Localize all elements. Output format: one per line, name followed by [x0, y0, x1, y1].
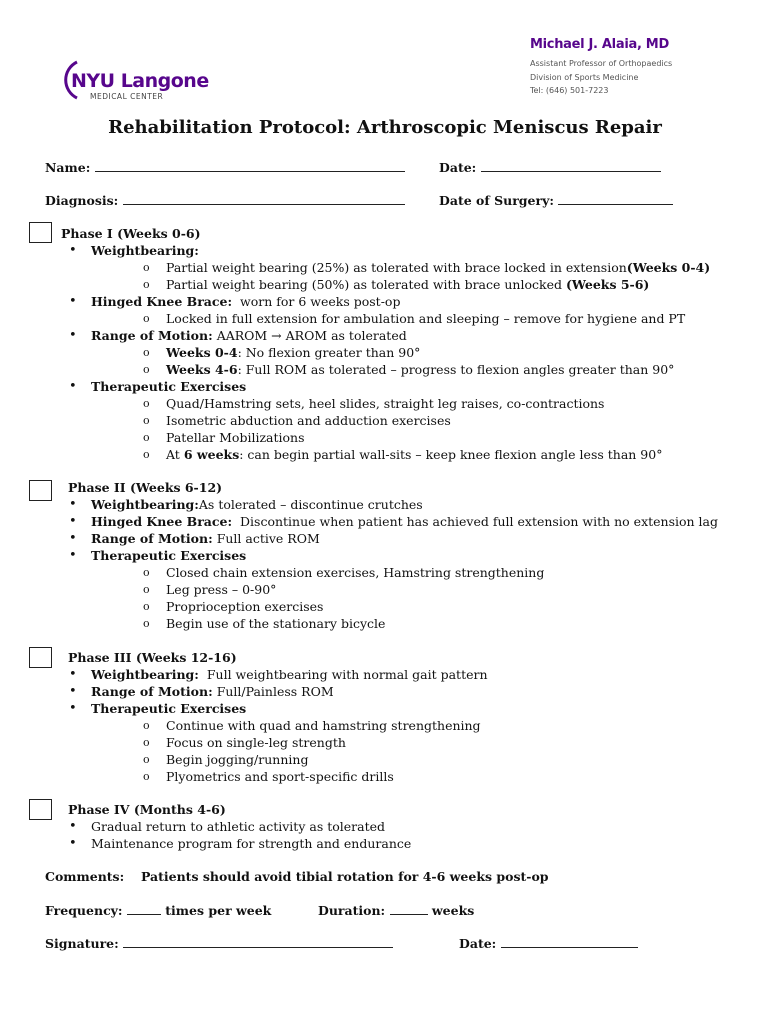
list-item: o Weeks 4-6: Full ROM as tolerated – progress to flexion angles greater than 90°	[91, 361, 761, 378]
phase-title: Phase IV (Months 4-6)	[68, 802, 226, 817]
date-label: Date:	[439, 160, 477, 175]
name-label: Name:	[45, 160, 91, 175]
list-item: o Leg press – 0-90°	[91, 581, 768, 598]
list-item: o Focus on single-leg strength	[91, 734, 768, 751]
signature-date-field[interactable]	[459, 936, 638, 951]
list-item: • Range of Motion: AAROM → AROM as tolerated o Weeks 0-4: No flexion greater than 90° o Weeks 4-6: Full ROM as tolerated – progress to flexion angles greater than 90°	[61, 327, 761, 378]
surgery-date-line[interactable]	[558, 193, 673, 205]
list-item: • Range of Motion: Full/Painless ROM	[61, 683, 768, 700]
list-item: • Maintenance program for strength and endurance	[61, 835, 768, 852]
list-item: • Hinged Knee Brace: worn for 6 weeks post-op o Locked in full extension for ambulation and sleeping – remove for hygiene and PT	[61, 293, 761, 327]
list-item: • Hinged Knee Brace: Discontinue when patient has achieved full extension with no extension lag	[61, 513, 768, 530]
phase-title: Phase III (Weeks 12-16)	[68, 650, 237, 665]
list-item: • Weightbearing: Full weightbearing with normal gait pattern	[61, 666, 768, 683]
duration-field[interactable]	[318, 903, 474, 918]
phase-1	[61, 225, 761, 463]
comments-label: Comments:	[45, 869, 125, 884]
list-item: • Gradual return to athletic activity as tolerated	[61, 818, 768, 835]
list-item: • Therapeutic Exercises o Quad/Hamstring sets, heel slides, straight leg raises, co-contractions o Isometric abduction and adduction exercises o Patellar Mobilizations o At 6 weeks: can begin partial wall-sits – keep knee flexion angle less than 90°	[61, 378, 761, 463]
list-item: o Begin use of the stationary bicycle	[91, 615, 768, 632]
list-item: o Continue with quad and hamstring strengthening	[91, 717, 768, 734]
diagnosis-line[interactable]	[123, 193, 405, 205]
logo-subtext: MEDICAL CENTER	[90, 92, 164, 101]
list-item: • Weightbearing: o Partial weight bearing (25%) as tolerated with brace locked in extension(Weeks 0-4) o Partial weight bearing (50%) as tolerated with brace unlocked (Weeks 5-6)	[61, 242, 761, 293]
frequency-suffix: times per week	[165, 903, 272, 918]
phase-2-checkbox[interactable]	[29, 480, 52, 501]
signature-field[interactable]	[45, 936, 393, 951]
list-item: o Patellar Mobilizations	[91, 429, 761, 446]
doctor-title: Assistant Professor of Orthopaedics	[530, 59, 673, 68]
surgery-date-label: Date of Surgery:	[439, 193, 554, 208]
signature-date-line[interactable]	[501, 936, 638, 948]
name-line[interactable]	[95, 160, 405, 172]
frequency-field[interactable]	[45, 903, 271, 918]
list-item: o Closed chain extension exercises, Hamstring strengthening	[91, 564, 768, 581]
frequency-line[interactable]	[127, 903, 161, 915]
list-item: o Quad/Hamstring sets, heel slides, straight leg raises, co-contractions	[91, 395, 761, 412]
list-item: o Locked in full extension for ambulation and sleeping – remove for hygiene and PT	[91, 310, 761, 327]
list-item: o Partial weight bearing (25%) as tolerated with brace locked in extension(Weeks 0-4)	[91, 259, 761, 276]
frequency-label: Frequency:	[45, 903, 123, 918]
date-line[interactable]	[481, 160, 661, 172]
duration-suffix: weeks	[431, 903, 475, 918]
phase-title: Phase II (Weeks 6-12)	[68, 480, 223, 495]
phase-2	[68, 479, 768, 632]
list-item: o Plyometrics and sport-specific drills	[91, 768, 768, 785]
logo-text: NYU Langone	[71, 70, 209, 92]
list-item: • Range of Motion: Full active ROM	[61, 530, 768, 547]
phase-1-checkbox[interactable]	[29, 222, 52, 243]
duration-label: Duration:	[318, 903, 386, 918]
comments-text: Patients should avoid tibial rotation for 4-6 weeks post-op	[140, 869, 549, 884]
doctor-info	[530, 37, 672, 98]
signature-line[interactable]	[123, 936, 393, 948]
list-item: o Weeks 0-4: No flexion greater than 90°	[91, 344, 761, 361]
document-title: Rehabilitation Protocol: Arthroscopic Meniscus Repair	[108, 117, 662, 138]
phase-title: Phase I (Weeks 0-6)	[61, 226, 201, 241]
phase-3-checkbox[interactable]	[29, 647, 52, 668]
list-item: o Partial weight bearing (50%) as tolerated with brace unlocked (Weeks 5-6)	[91, 276, 761, 293]
name-field[interactable]	[45, 160, 405, 175]
surgery-date-field[interactable]	[439, 193, 673, 208]
list-item: o At 6 weeks: can begin partial wall-sits – keep knee flexion angle less than 90°	[91, 446, 761, 463]
doctor-division: Division of Sports Medicine	[530, 72, 639, 82]
phase-3	[68, 649, 768, 785]
signature-label: Signature:	[45, 936, 119, 951]
phase-4-checkbox[interactable]	[29, 799, 52, 820]
doctor-phone: Tel: (646) 501-7223	[530, 86, 609, 95]
duration-line[interactable]	[390, 903, 428, 915]
list-item: o Begin jogging/running	[91, 751, 768, 768]
doctor-name: Michael J. Alaia, MD	[530, 37, 669, 52]
phase-4	[68, 801, 768, 852]
comments	[45, 869, 549, 884]
signature-date-label: Date:	[459, 936, 497, 951]
list-item: o Isometric abduction and adduction exercises	[91, 412, 761, 429]
diagnosis-field[interactable]	[45, 193, 405, 208]
date-field[interactable]	[439, 160, 661, 175]
diagnosis-label: Diagnosis:	[45, 193, 119, 208]
nyu-langone-logo	[57, 58, 209, 104]
list-item: • Weightbearing:As tolerated – discontinue crutches	[61, 496, 768, 513]
list-item: • Therapeutic Exercises o Continue with quad and hamstring strengthening o Focus on single-leg strength o Begin jogging/running o Plyometrics and sport-specific drills	[61, 700, 768, 785]
list-item: • Therapeutic Exercises o Closed chain extension exercises, Hamstring strengthening o Leg press – 0-90° o Proprioception exercises o Begin use of the stationary bicycle	[61, 547, 768, 632]
list-item: o Proprioception exercises	[91, 598, 768, 615]
